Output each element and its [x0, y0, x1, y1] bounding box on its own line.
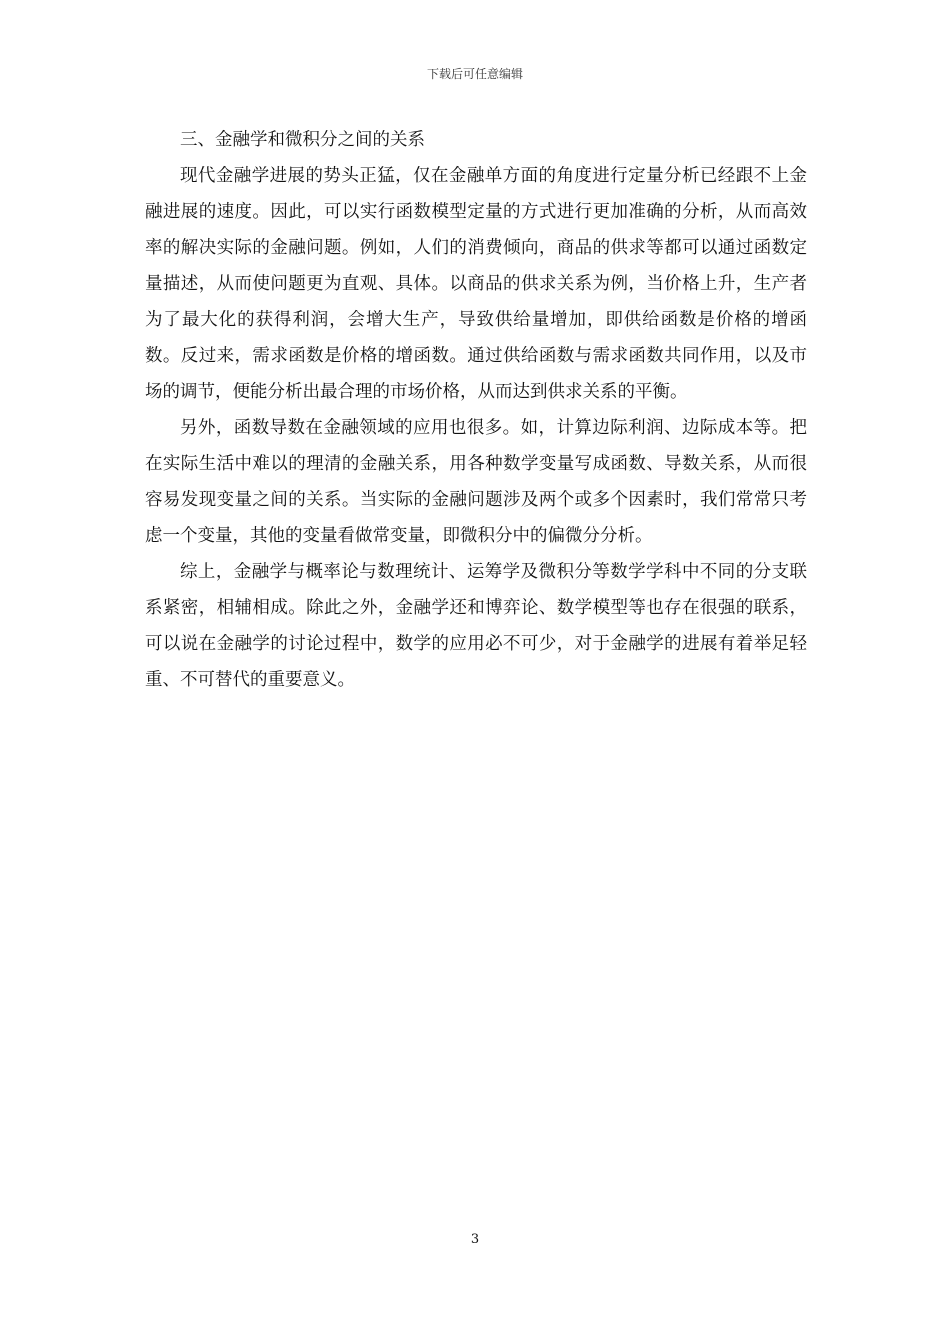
section-heading: 三、金融学和微积分之间的关系 — [180, 130, 425, 150]
paragraph-2: 另外，函数导数在金融领域的应用也很多。如，计算边际利润、边际成本等。把在实际生活中难以的理清的金融关系，用各种数学变量写成函数、导数关系，从而很容易发现变量之间的关系。当实际的金融问题涉及两个或多个因素时，我们常常只考虑一个变量，其他的变量看做常变量，即微积分中的偏微分分析。 — [145, 418, 807, 546]
page-header: 下载后可任意编辑 — [426, 67, 523, 81]
paragraph-3: 综上，金融学与概率论与数理统计、运筹学及微积分等数学学科中不同的分支联系紧密，相辅相成。除此之外，金融学还和博弈论、数学模型等也存在很强的联系，可以说在金融学的讨论过程中，数学的应用必不可少，对于金融学的进展有着举足轻重、不可替代的重要意义。 — [145, 562, 807, 690]
page-number: 3 — [470, 1232, 480, 1247]
document-body — [145, 122, 807, 698]
paragraph-1: 现代金融学进展的势头正猛，仅在金融单方面的角度进行定量分析已经跟不上金融进展的速度。因此，可以实行函数模型定量的方式进行更加准确的分析，从而高效率的解决实际的金融问题。例如，人们的消费倾向，商品的供求等都可以通过函数定量描述，从而使问题更为直观、具体。以商品的供求关系为例，当价格上升，生产者为了最大化的获得利润，会增大生产，导致供给量增加，即供给函数是价格的增函数。反过来，需求函数是价格的增函数。通过供给函数与需求函数共同作用，以及市场的调节，便能分析出最合理的市场价格，从而达到供求关系的平衡。 — [145, 166, 807, 402]
